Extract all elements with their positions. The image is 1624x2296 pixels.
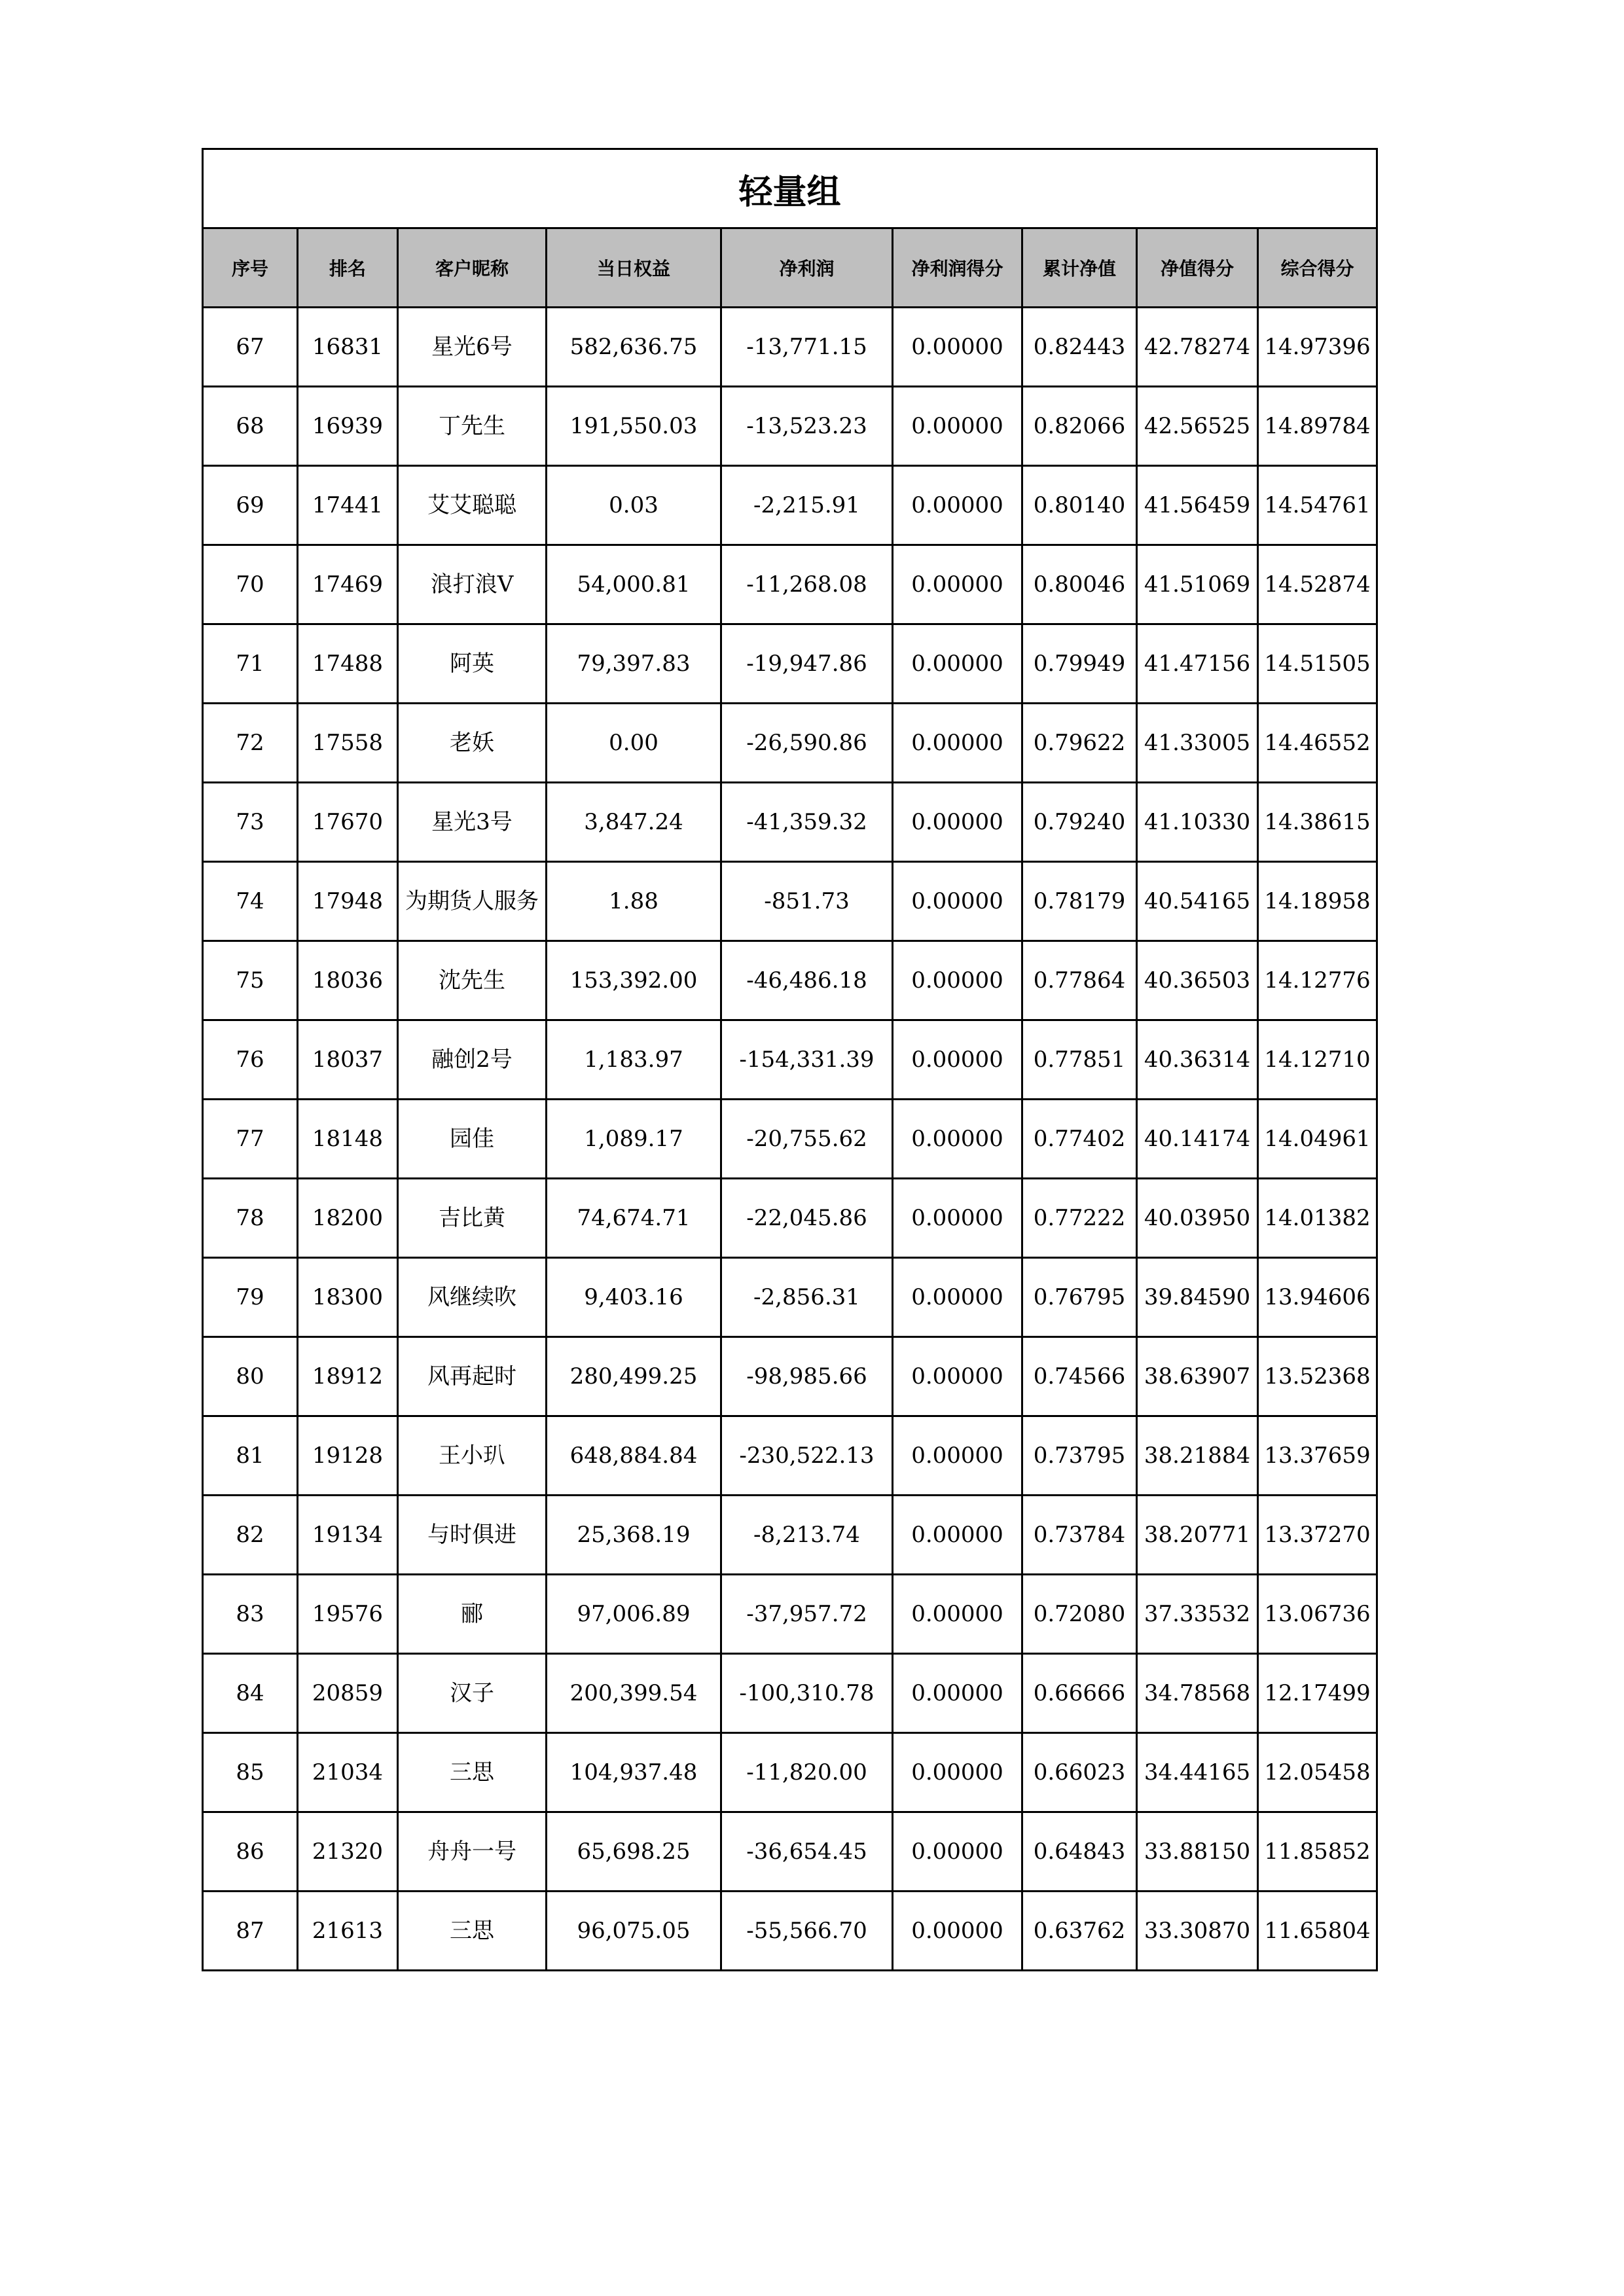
net-profit-cell: -11,820.00 xyxy=(721,1733,893,1812)
value-score-cell: 37.33532 xyxy=(1137,1575,1258,1654)
seq-cell: 86 xyxy=(203,1812,298,1892)
equity-cell: 97,006.89 xyxy=(547,1575,721,1654)
total-score-cell: 11.65804 xyxy=(1258,1892,1377,1971)
nickname-cell: 风继续吹 xyxy=(398,1258,547,1337)
table-row xyxy=(203,1575,1377,1654)
profit-score-cell: 0.00000 xyxy=(893,1812,1022,1892)
value-score-cell: 40.54165 xyxy=(1137,862,1258,941)
net-value-cell: 0.76795 xyxy=(1022,1258,1137,1337)
header-profit-score: 净利润得分 xyxy=(893,228,1022,308)
profit-score-cell: 0.00000 xyxy=(893,1654,1022,1733)
net-profit-cell: -26,590.86 xyxy=(721,704,893,783)
seq-cell: 83 xyxy=(203,1575,298,1654)
net-profit-cell: -11,268.08 xyxy=(721,545,893,624)
nickname-cell: 三思 xyxy=(398,1733,547,1812)
table-row xyxy=(203,1812,1377,1892)
net-profit-cell: -2,856.31 xyxy=(721,1258,893,1337)
total-score-cell: 13.06736 xyxy=(1258,1575,1377,1654)
equity-cell: 3,847.24 xyxy=(547,783,721,862)
nickname-cell: 风再起时 xyxy=(398,1337,547,1416)
profit-score-cell: 0.00000 xyxy=(893,1892,1022,1971)
value-score-cell: 41.51069 xyxy=(1137,545,1258,624)
total-score-cell: 14.12776 xyxy=(1258,941,1377,1020)
net-value-cell: 0.73784 xyxy=(1022,1496,1137,1575)
seq-cell: 76 xyxy=(203,1020,298,1100)
net-profit-cell: -98,985.66 xyxy=(721,1337,893,1416)
net-profit-cell: -154,331.39 xyxy=(721,1020,893,1100)
net-value-cell: 0.80140 xyxy=(1022,466,1137,545)
net-value-cell: 0.80046 xyxy=(1022,545,1137,624)
value-score-cell: 40.03950 xyxy=(1137,1179,1258,1258)
table-row xyxy=(203,1100,1377,1179)
equity-cell: 79,397.83 xyxy=(547,624,721,704)
equity-cell: 65,698.25 xyxy=(547,1812,721,1892)
value-score-cell: 41.10330 xyxy=(1137,783,1258,862)
equity-cell: 191,550.03 xyxy=(547,387,721,466)
nickname-cell: 为期货人服务 xyxy=(398,862,547,941)
table-row xyxy=(203,1654,1377,1733)
net-profit-cell: -46,486.18 xyxy=(721,941,893,1020)
total-score-cell: 14.18958 xyxy=(1258,862,1377,941)
rank-cell: 18200 xyxy=(298,1179,398,1258)
net-value-cell: 0.74566 xyxy=(1022,1337,1137,1416)
net-value-cell: 0.79949 xyxy=(1022,624,1137,704)
net-value-cell: 0.66023 xyxy=(1022,1733,1137,1812)
total-score-cell: 14.54761 xyxy=(1258,466,1377,545)
profit-score-cell: 0.00000 xyxy=(893,1100,1022,1179)
value-score-cell: 34.78568 xyxy=(1137,1654,1258,1733)
profit-score-cell: 0.00000 xyxy=(893,1575,1022,1654)
equity-cell: 280,499.25 xyxy=(547,1337,721,1416)
total-score-cell: 12.05458 xyxy=(1258,1733,1377,1812)
net-profit-cell: -20,755.62 xyxy=(721,1100,893,1179)
title-row xyxy=(203,149,1377,228)
value-score-cell: 42.56525 xyxy=(1137,387,1258,466)
rank-cell: 19134 xyxy=(298,1496,398,1575)
rank-cell: 17948 xyxy=(298,862,398,941)
rank-cell: 21613 xyxy=(298,1892,398,1971)
net-profit-cell: -230,522.13 xyxy=(721,1416,893,1496)
profit-score-cell: 0.00000 xyxy=(893,1020,1022,1100)
net-value-cell: 0.79622 xyxy=(1022,704,1137,783)
table-row xyxy=(203,1892,1377,1971)
total-score-cell: 13.37659 xyxy=(1258,1416,1377,1496)
table-row xyxy=(203,466,1377,545)
rank-cell: 18148 xyxy=(298,1100,398,1179)
value-score-cell: 38.20771 xyxy=(1137,1496,1258,1575)
header-seq: 序号 xyxy=(203,228,298,308)
net-profit-cell: -37,957.72 xyxy=(721,1575,893,1654)
net-value-cell: 0.82443 xyxy=(1022,308,1137,387)
net-profit-cell: -22,045.86 xyxy=(721,1179,893,1258)
seq-cell: 67 xyxy=(203,308,298,387)
table-row xyxy=(203,1337,1377,1416)
total-score-cell: 14.89784 xyxy=(1258,387,1377,466)
table-row xyxy=(203,783,1377,862)
equity-cell: 25,368.19 xyxy=(547,1496,721,1575)
table-row xyxy=(203,1179,1377,1258)
profit-score-cell: 0.00000 xyxy=(893,783,1022,862)
nickname-cell: 吉比黄 xyxy=(398,1179,547,1258)
equity-cell: 582,636.75 xyxy=(547,308,721,387)
profit-score-cell: 0.00000 xyxy=(893,1179,1022,1258)
table-title: 轻量组 xyxy=(203,149,1377,228)
seq-cell: 78 xyxy=(203,1179,298,1258)
table-row xyxy=(203,308,1377,387)
value-score-cell: 40.36314 xyxy=(1137,1020,1258,1100)
net-profit-cell: -8,213.74 xyxy=(721,1496,893,1575)
equity-cell: 648,884.84 xyxy=(547,1416,721,1496)
nickname-cell: 沈先生 xyxy=(398,941,547,1020)
seq-cell: 75 xyxy=(203,941,298,1020)
rank-cell: 21034 xyxy=(298,1733,398,1812)
profit-score-cell: 0.00000 xyxy=(893,1416,1022,1496)
nickname-cell: 融创2号 xyxy=(398,1020,547,1100)
total-score-cell: 13.37270 xyxy=(1258,1496,1377,1575)
rank-cell: 21320 xyxy=(298,1812,398,1892)
total-score-cell: 13.52368 xyxy=(1258,1337,1377,1416)
rank-cell: 19576 xyxy=(298,1575,398,1654)
nickname-cell: 郦 xyxy=(398,1575,547,1654)
net-value-cell: 0.63762 xyxy=(1022,1892,1137,1971)
profit-score-cell: 0.00000 xyxy=(893,466,1022,545)
net-value-cell: 0.77851 xyxy=(1022,1020,1137,1100)
total-score-cell: 14.97396 xyxy=(1258,308,1377,387)
table-body xyxy=(203,308,1377,1971)
nickname-cell: 星光6号 xyxy=(398,308,547,387)
net-value-cell: 0.64843 xyxy=(1022,1812,1137,1892)
header-total-score: 综合得分 xyxy=(1258,228,1377,308)
table-row xyxy=(203,704,1377,783)
equity-cell: 1,089.17 xyxy=(547,1100,721,1179)
net-value-cell: 0.72080 xyxy=(1022,1575,1137,1654)
profit-score-cell: 0.00000 xyxy=(893,1258,1022,1337)
value-score-cell: 42.78274 xyxy=(1137,308,1258,387)
total-score-cell: 11.85852 xyxy=(1258,1812,1377,1892)
equity-cell: 1,183.97 xyxy=(547,1020,721,1100)
value-score-cell: 38.21884 xyxy=(1137,1416,1258,1496)
net-value-cell: 0.79240 xyxy=(1022,783,1137,862)
table-row xyxy=(203,1733,1377,1812)
profit-score-cell: 0.00000 xyxy=(893,941,1022,1020)
nickname-cell: 三思 xyxy=(398,1892,547,1971)
equity-cell: 54,000.81 xyxy=(547,545,721,624)
seq-cell: 81 xyxy=(203,1416,298,1496)
table-row xyxy=(203,387,1377,466)
table-row xyxy=(203,1258,1377,1337)
nickname-cell: 园佳 xyxy=(398,1100,547,1179)
value-score-cell: 39.84590 xyxy=(1137,1258,1258,1337)
seq-cell: 80 xyxy=(203,1337,298,1416)
net-value-cell: 0.77864 xyxy=(1022,941,1137,1020)
seq-cell: 68 xyxy=(203,387,298,466)
equity-cell: 0.00 xyxy=(547,704,721,783)
rank-cell: 17488 xyxy=(298,624,398,704)
header-equity: 当日权益 xyxy=(547,228,721,308)
seq-cell: 74 xyxy=(203,862,298,941)
rank-cell: 16939 xyxy=(298,387,398,466)
nickname-cell: 汉子 xyxy=(398,1654,547,1733)
header-nickname: 客户昵称 xyxy=(398,228,547,308)
net-profit-cell: -100,310.78 xyxy=(721,1654,893,1733)
value-score-cell: 33.88150 xyxy=(1137,1812,1258,1892)
rank-cell: 18300 xyxy=(298,1258,398,1337)
value-score-cell: 38.63907 xyxy=(1137,1337,1258,1416)
nickname-cell: 舟舟一号 xyxy=(398,1812,547,1892)
value-score-cell: 34.44165 xyxy=(1137,1733,1258,1812)
net-value-cell: 0.66666 xyxy=(1022,1654,1137,1733)
header-value-score: 净值得分 xyxy=(1137,228,1258,308)
total-score-cell: 14.38615 xyxy=(1258,783,1377,862)
profit-score-cell: 0.00000 xyxy=(893,1733,1022,1812)
seq-cell: 71 xyxy=(203,624,298,704)
net-value-cell: 0.77222 xyxy=(1022,1179,1137,1258)
seq-cell: 72 xyxy=(203,704,298,783)
profit-score-cell: 0.00000 xyxy=(893,624,1022,704)
profit-score-cell: 0.00000 xyxy=(893,308,1022,387)
header-net-value: 累计净值 xyxy=(1022,228,1137,308)
nickname-cell: 老妖 xyxy=(398,704,547,783)
header-rank: 排名 xyxy=(298,228,398,308)
value-score-cell: 40.36503 xyxy=(1137,941,1258,1020)
equity-cell: 1.88 xyxy=(547,862,721,941)
rank-cell: 17441 xyxy=(298,466,398,545)
net-profit-cell: -19,947.86 xyxy=(721,624,893,704)
net-profit-cell: -2,215.91 xyxy=(721,466,893,545)
total-score-cell: 14.46552 xyxy=(1258,704,1377,783)
net-profit-cell: -41,359.32 xyxy=(721,783,893,862)
seq-cell: 79 xyxy=(203,1258,298,1337)
equity-cell: 9,403.16 xyxy=(547,1258,721,1337)
seq-cell: 84 xyxy=(203,1654,298,1733)
profit-score-cell: 0.00000 xyxy=(893,1337,1022,1416)
net-profit-cell: -55,566.70 xyxy=(721,1892,893,1971)
value-score-cell: 41.56459 xyxy=(1137,466,1258,545)
rank-cell: 19128 xyxy=(298,1416,398,1496)
value-score-cell: 41.33005 xyxy=(1137,704,1258,783)
table-row xyxy=(203,862,1377,941)
table-row xyxy=(203,545,1377,624)
rank-cell: 18036 xyxy=(298,941,398,1020)
rank-cell: 20859 xyxy=(298,1654,398,1733)
value-score-cell: 41.47156 xyxy=(1137,624,1258,704)
rank-cell: 17558 xyxy=(298,704,398,783)
equity-cell: 74,674.71 xyxy=(547,1179,721,1258)
seq-cell: 82 xyxy=(203,1496,298,1575)
nickname-cell: 丁先生 xyxy=(398,387,547,466)
value-score-cell: 33.30870 xyxy=(1137,1892,1258,1971)
seq-cell: 77 xyxy=(203,1100,298,1179)
total-score-cell: 14.12710 xyxy=(1258,1020,1377,1100)
rank-cell: 18037 xyxy=(298,1020,398,1100)
header-row xyxy=(203,228,1377,308)
net-value-cell: 0.73795 xyxy=(1022,1416,1137,1496)
table-row xyxy=(203,941,1377,1020)
net-profit-cell: -13,523.23 xyxy=(721,387,893,466)
rank-cell: 16831 xyxy=(298,308,398,387)
total-score-cell: 14.51505 xyxy=(1258,624,1377,704)
net-profit-cell: -13,771.15 xyxy=(721,308,893,387)
total-score-cell: 12.17499 xyxy=(1258,1654,1377,1733)
net-value-cell: 0.82066 xyxy=(1022,387,1137,466)
header-net-profit: 净利润 xyxy=(721,228,893,308)
nickname-cell: 星光3号 xyxy=(398,783,547,862)
seq-cell: 73 xyxy=(203,783,298,862)
profit-score-cell: 0.00000 xyxy=(893,862,1022,941)
table-row xyxy=(203,1020,1377,1100)
profit-score-cell: 0.00000 xyxy=(893,1496,1022,1575)
nickname-cell: 艾艾聪聪 xyxy=(398,466,547,545)
table-row xyxy=(203,624,1377,704)
equity-cell: 153,392.00 xyxy=(547,941,721,1020)
equity-cell: 200,399.54 xyxy=(547,1654,721,1733)
ranking-table xyxy=(202,148,1378,1971)
nickname-cell: 与时俱进 xyxy=(398,1496,547,1575)
total-score-cell: 14.52874 xyxy=(1258,545,1377,624)
seq-cell: 85 xyxy=(203,1733,298,1812)
net-value-cell: 0.78179 xyxy=(1022,862,1137,941)
profit-score-cell: 0.00000 xyxy=(893,387,1022,466)
rank-cell: 18912 xyxy=(298,1337,398,1416)
equity-cell: 104,937.48 xyxy=(547,1733,721,1812)
equity-cell: 96,075.05 xyxy=(547,1892,721,1971)
profit-score-cell: 0.00000 xyxy=(893,545,1022,624)
table-row xyxy=(203,1416,1377,1496)
seq-cell: 87 xyxy=(203,1892,298,1971)
net-value-cell: 0.77402 xyxy=(1022,1100,1137,1179)
equity-cell: 0.03 xyxy=(547,466,721,545)
net-profit-cell: -851.73 xyxy=(721,862,893,941)
nickname-cell: 王小玐 xyxy=(398,1416,547,1496)
nickname-cell: 浪打浪V xyxy=(398,545,547,624)
value-score-cell: 40.14174 xyxy=(1137,1100,1258,1179)
total-score-cell: 14.04961 xyxy=(1258,1100,1377,1179)
seq-cell: 69 xyxy=(203,466,298,545)
rank-cell: 17670 xyxy=(298,783,398,862)
total-score-cell: 14.01382 xyxy=(1258,1179,1377,1258)
rank-cell: 17469 xyxy=(298,545,398,624)
profit-score-cell: 0.00000 xyxy=(893,704,1022,783)
seq-cell: 70 xyxy=(203,545,298,624)
table-row xyxy=(203,1496,1377,1575)
nickname-cell: 阿英 xyxy=(398,624,547,704)
net-profit-cell: -36,654.45 xyxy=(721,1812,893,1892)
total-score-cell: 13.94606 xyxy=(1258,1258,1377,1337)
